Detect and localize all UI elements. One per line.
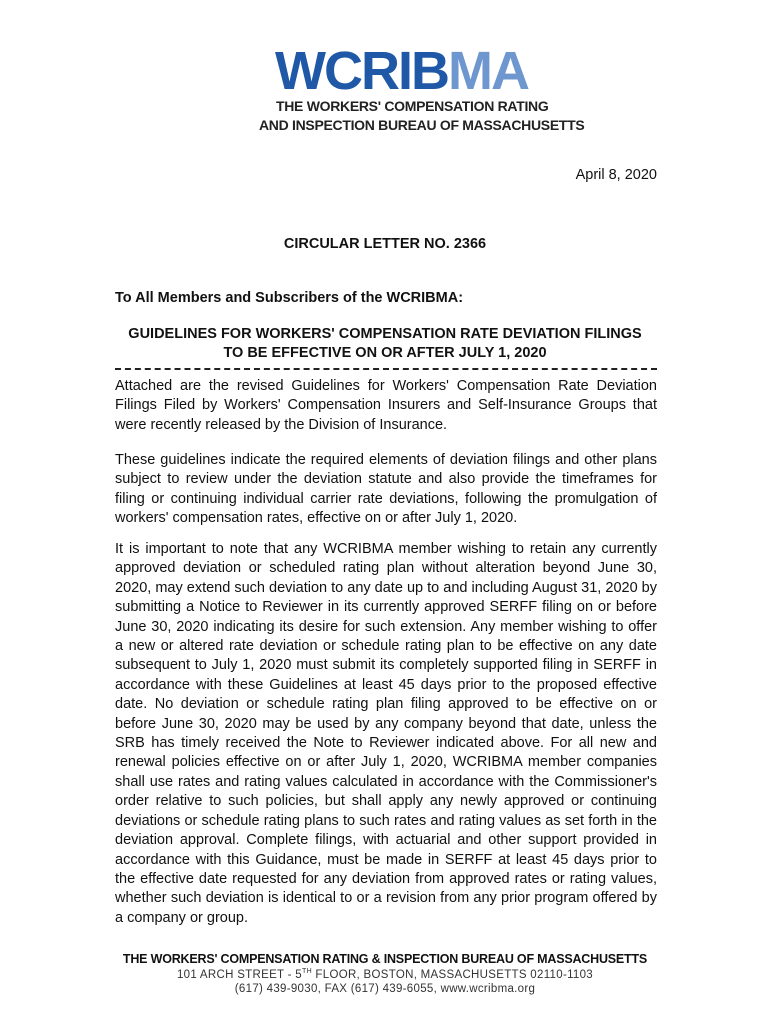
headline-line1: GUIDELINES FOR WORKERS' COMPENSATION RATE DEVIATION FILINGS xyxy=(128,326,642,342)
logo-org-line2: AND INSPECTION BUREAU OF MASSACHUSETTS xyxy=(259,117,585,133)
paragraph-attached: Attached are the revised Guidelines for Workers' Compensation Rate Deviation Filings Filed by Workers' Compensation Insurers and Self-Insurance Groups that were recently released by the Division of Insurance. xyxy=(115,378,657,433)
paragraph-guidelines: These guidelines indicate the required elements of deviation filings and other plans subject to review under the deviation statute and also provide the timeframes for filing or continuing individual carrier rate deviations, following the promulgation of workers' compensation rates, effective on or after July 1, 2020. xyxy=(115,452,657,527)
wcribma-logo xyxy=(275,41,528,101)
logo-wcrib: WCRIB xyxy=(275,41,448,101)
footer-address-pre: 101 ARCH STREET - 5 xyxy=(176,968,302,981)
headline xyxy=(100,325,670,363)
logo-org-line1: THE WORKERS' COMPENSATION RATING xyxy=(276,98,549,114)
letter-date: April 8, 2020 xyxy=(575,167,657,183)
footer xyxy=(0,952,770,995)
footer-title: THE WORKERS' COMPENSATION RATING & INSPECTION BUREAU OF MASSACHUSETTS xyxy=(122,952,648,966)
paragraph-important-note: It is important to note that any WCRIBMA member wishing to retain any currently approved deviation or scheduled rating plan without alteration beyond June 30, 2020, may extend such deviation to any date up to and including August 31, 2020 by submitting a Notice to Reviewer in its currently approved SERFF filing on or before June 30, 2020 indicating its desire for such extension. Any member wishing to offer a new or altered rate deviation or schedule rating plan to be effective on any date subsequent to July 1, 2020 must submit its completely supported filing in SERFF in accordance with these Guidelines at least 45 days prior to the proposed effective date. No deviation or schedule rating plan filing approved to be effective on or before June 30, 2020 may be used by any company beyond that date, unless the SRB has timely received the Note to Reviewer indicated above. For all new and renewal policies effective on or after July 1, 2020, WCRIBMA member companies shall use rates and rating values calculated in accordance with the Commissioner's order relative to such policies, but shall apply any newly approved or continuing deviations or schedule rating plans to such rates and rating values as set forth in the deviation approval. Complete filings, with actuarial and other support provided in accordance with this Guidance, must be made in SERFF at least 45 days prior to the effective date requested for any deviation from approved rates or rating values, whether such deviation is identical to or a revision from any prior program offered by a company or group. xyxy=(115,541,657,926)
footer-address xyxy=(0,968,770,981)
salutation: To All Members and Subscribers of the WCRIBMA: xyxy=(115,290,464,306)
circular-title: CIRCULAR LETTER NO. 2366 xyxy=(283,236,487,252)
footer-address-post: FLOOR, BOSTON, MASSACHUSETTS 02110-1103 xyxy=(311,968,593,981)
footer-contact: (617) 439-9030, FAX (617) 439-6055, www.wcribma.org xyxy=(234,982,536,995)
footer-address-sup: TH xyxy=(302,968,312,975)
dashed-divider xyxy=(115,368,657,370)
headline-line2: TO BE EFFECTIVE ON OR AFTER JULY 1, 2020 xyxy=(223,345,547,361)
logo-ma: MA xyxy=(447,41,528,101)
